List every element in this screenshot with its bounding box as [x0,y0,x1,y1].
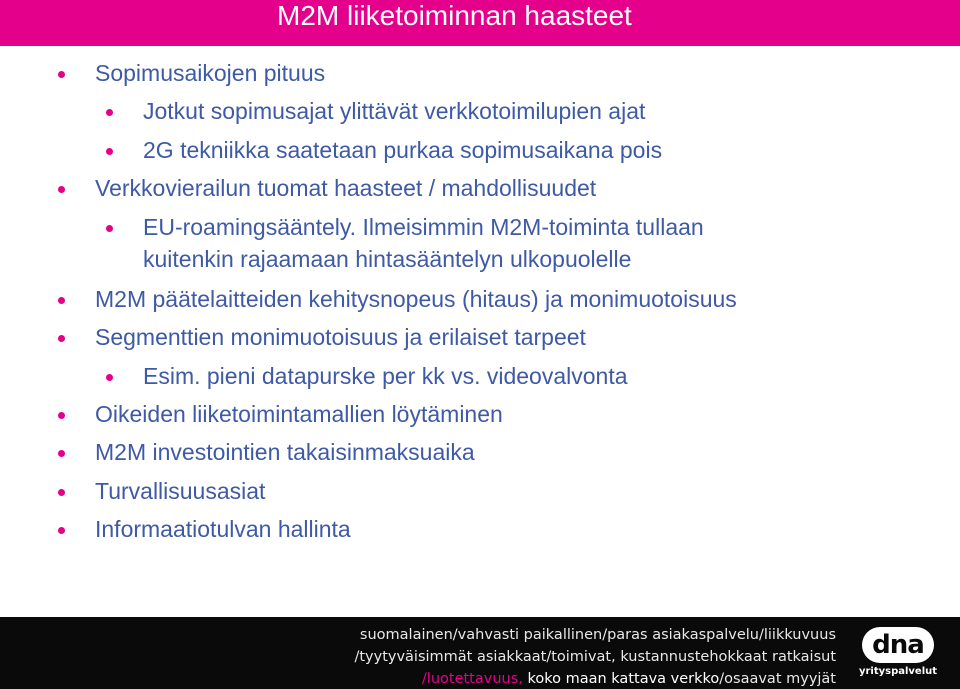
list-item [95,475,265,507]
bullet-icon [106,225,113,232]
footer-band [0,617,960,689]
dna-logo-subtitle: yrityspalvelut [858,666,938,677]
list-item-text: 2G tekniikka saatetaan purkaa sopimusaikana pois [143,137,663,163]
list-item [95,172,596,204]
bullet-icon [106,109,113,116]
bullet-icon [58,412,65,419]
bullet-icon [58,71,65,78]
bullet-icon [58,527,65,534]
bullet-icon [58,489,65,496]
footer-tagline-1: suomalainen/vahvasti paikallinen/paras asiakaspalvelu/liikkuvuus [359,627,836,643]
bullet-icon [58,335,65,342]
footer-rest-text: /osaavat myyjät [719,671,836,687]
list-item-text: M2M päätelaitteiden kehitysnopeus (hitaus) ja monimuotoisuus [95,286,737,312]
list-item [95,398,503,430]
footer-white-text: koko maan kattava verkko [522,671,720,687]
list-item [95,283,737,315]
list-item [95,57,325,89]
slide-title: M2M liiketoiminnan haasteet [277,0,632,31]
bullet-icon [58,450,65,457]
footer-highlight: luotettavuus, [426,671,523,687]
footer-slash: / [421,671,427,687]
list-item [143,95,645,127]
list-item-text: Turvallisuusasiat [95,478,266,504]
list-item [95,436,475,468]
bullet-icon [106,374,113,381]
list-item [143,211,704,243]
list-item-text: Verkkovierailun tuomat haasteet / mahdollisuudet [95,175,597,201]
dna-logo [856,625,946,683]
list-item [95,513,351,545]
list-item-text: EU-roamingsääntely. Ilmeisimmin M2M-toiminta tullaan [143,214,704,240]
list-item-continuation [143,243,631,275]
list-item-text: Jotkut sopimusajat ylittävät verkkotoimilupien ajat [143,98,646,124]
list-item [95,321,586,353]
bullet-icon [58,186,65,193]
dna-logo-mark: dna [862,627,934,663]
list-item-text: kuitenkin rajaamaan hintasääntelyn ulkopuolelle [143,246,632,272]
list-item [143,134,662,166]
footer-tagline-3 [422,670,836,688]
list-item-text: Oikeiden liiketoimintamallien löytäminen [95,401,503,427]
bullet-icon [106,148,113,155]
bullet-icon [58,297,65,304]
list-item-text: Esim. pieni datapurske per kk vs. videovalvonta [143,363,628,389]
list-item-text: Informaatiotulvan hallinta [95,516,351,542]
list-item-text: Segmenttien monimuotoisuus ja erilaiset tarpeet [95,324,586,350]
list-item [143,360,628,392]
list-item-text: M2M investointien takaisinmaksuaika [95,439,475,465]
title-bar [0,0,960,46]
list-item-text: Sopimusaikojen pituus [95,60,326,86]
footer-tagline-2: /tyytyväisimmät asiakkaat/toimivat, kustannustehokkaat ratkaisut [354,649,836,665]
